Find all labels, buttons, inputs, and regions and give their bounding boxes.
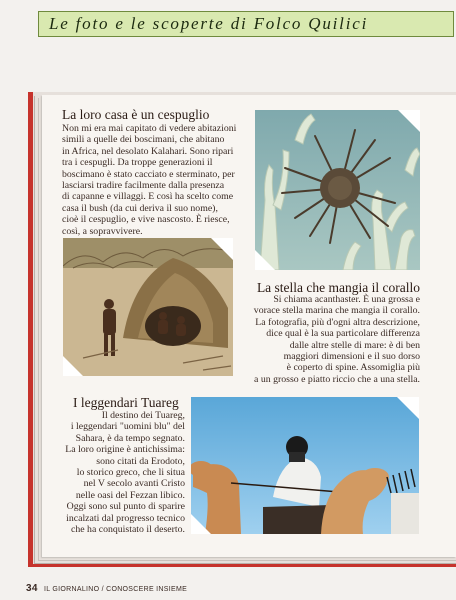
article3-line: Il destino dei Tuareg, — [101, 410, 185, 421]
page-footer — [26, 583, 187, 594]
article3-line: sono citati da Erodoto, — [96, 455, 185, 467]
article1-line: casa il bush (da cui deriva il suo nome), — [62, 202, 218, 214]
article3-line: i leggendari "uomini blu" del — [70, 421, 185, 433]
article3-line: Oggi sono sul punto di sparire — [66, 501, 185, 513]
article3-line: nelle oasi del Fezzan libico. — [75, 489, 185, 501]
article3-line: incalzati dal progresso tecnico — [66, 512, 185, 524]
article1-line: di capanne e villaggi. E così ha scelto come — [62, 191, 234, 203]
footer-text: IL GIORNALINO / CONOSCERE INSIEME — [43, 586, 188, 593]
header-banner — [38, 11, 454, 37]
article3-line: che ha conquistato il deserto. — [71, 524, 185, 536]
article2-line: dalle altre stelle di mare: è di ben — [289, 339, 420, 351]
tuareg-photo — [191, 397, 419, 534]
article2-line: è coperto di spine. Assomiglia più — [286, 362, 420, 374]
article2-line: a un grosso e piatto riccio che a una stella. — [254, 373, 420, 385]
article2-title: La stella che mangia il corallo — [256, 280, 420, 295]
starfish-illustration — [255, 110, 420, 270]
article1-line: cioè il cespuglio, e vive nascosto. È riesce, — [62, 214, 230, 226]
page-number: 34 — [26, 583, 38, 594]
article3-line: lo storico greco, che li situa — [76, 467, 185, 479]
article1-line: così, a sopravvivere. — [62, 225, 143, 237]
article1-line: simili a quelle dei boscimani, che abitano — [62, 134, 225, 146]
bushmen-shelter-illustration — [63, 238, 233, 376]
article3-line: La loro origine è antichissima: — [65, 444, 185, 456]
starfish-photo — [255, 110, 420, 270]
article2-body — [236, 294, 420, 385]
article2-line: maggiori dimensioni e il suo dorso — [283, 351, 420, 363]
article1-title: La loro casa è un cespuglio — [62, 107, 210, 122]
article2-line: La fotografia, più d'ogni altra descrizione, — [255, 316, 420, 328]
article2-line: Si chiama acanthaster. È una grossa e — [273, 294, 420, 305]
article1-line: lasciarsi tradire facilmente dalla presenza — [62, 180, 225, 192]
article3-body — [44, 410, 185, 535]
article2-line: dice qual è la sua particolare differenza — [266, 328, 420, 340]
article2-line: vorace stella marina che mangia il corallo. — [253, 305, 420, 317]
article3-title: I leggendari Tuareg — [73, 395, 179, 410]
article3-line: nel V secolo avanti Cristo — [83, 478, 185, 490]
header-title: Le foto e le scoperte di Folco Quilici — [49, 14, 369, 33]
article1-line: tra i cespugli. Da troppe generazioni il — [62, 157, 213, 169]
bushmen-shelter-photo — [63, 238, 233, 376]
article1-line: boscimano è stato cacciato e sterminato, per — [62, 168, 235, 180]
article1-line: Non mi era mai capitato di vedere abitazioni — [62, 123, 237, 134]
article3-line: Sahara, è da tempo segnato. — [75, 432, 185, 444]
tuareg-camels-illustration — [191, 397, 419, 534]
article1-body — [62, 123, 250, 237]
article1-line: in Africa, nel desolato Kalahari. Sono ripari — [62, 145, 234, 157]
